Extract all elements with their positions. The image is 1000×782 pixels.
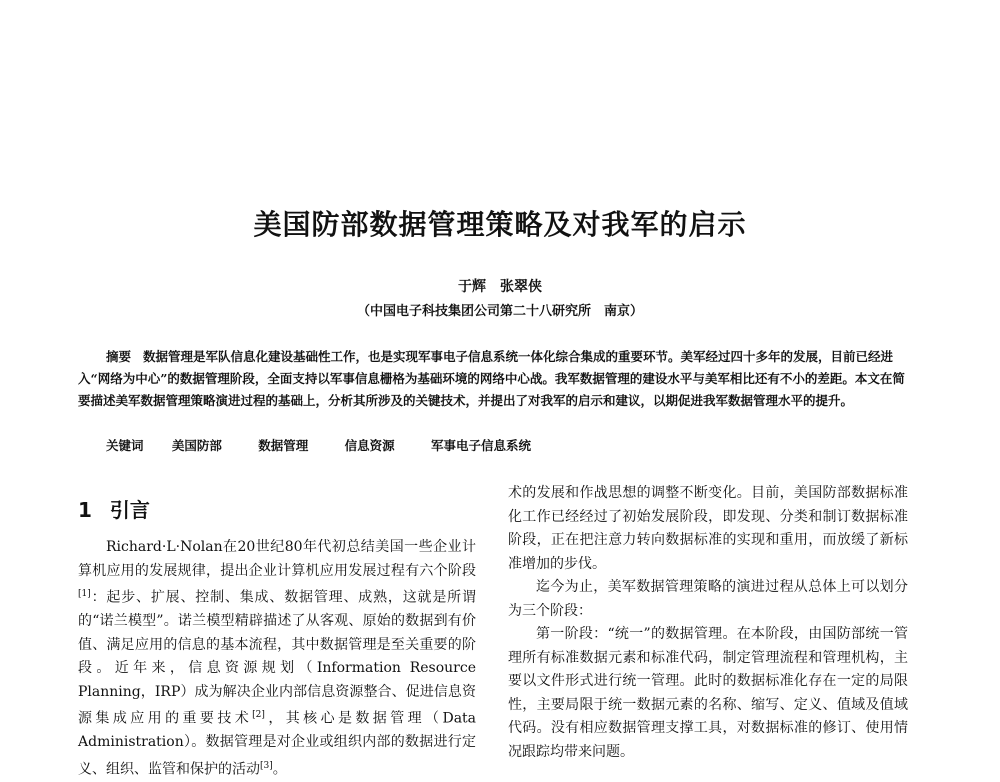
paper-title: 美国防部数据管理策略及对我军的启示 — [253, 208, 747, 241]
section-title: 引言 — [109, 498, 150, 522]
right-column — [508, 482, 908, 764]
paragraph: 第一阶段：“统一”的数据管理。在本阶段，由国防部统一管理所有标准数据元素和标准代码，制定管理流程和管理机构，主要以文件形式进行统一管理。此时的数据标准化存在一定的局限性，主要局限于统一数据元素的名称、缩写、定义、值域及值域代码。没有相应数据管理支撑工具，对数据标准的修订、使用情况跟踪均带来问题。 — [508, 626, 908, 760]
keywords-label: 关键词 — [106, 438, 144, 453]
keyword: 美国防部 — [171, 438, 222, 453]
abstract-label: 摘要 — [106, 349, 132, 364]
keyword: 信息资源 — [344, 438, 395, 453]
section-number: 1 — [78, 498, 92, 522]
abstract-text: 数据管理是军队信息化建设基础性工作，也是实现军事电子信息系统一体化综合集成的重要环节。美军经过四十多年的发展，目前已经进入“网络为中心”的数据管理阶段，全面支持以军事信息栅格为基础环境的网络中心战。我军数据管理的建设水平与美军相比还有不小的差距。本文在简要描述美军数据管理策略演进过程的基础上，分析其所涉及的关键技术，并提出了对我军的启示和建议，以期促进我军数据管理水平的提升。 — [78, 349, 905, 408]
abstract — [78, 346, 908, 412]
keyword: 数据管理 — [258, 438, 309, 453]
paragraph: 术的发展和作战思想的调整不断变化。目前，美国防部数据标准化工作已经经过了初始发展阶段，即发现、分类和制订数据标准阶段，正在把注意力转向数据标准的实现和重用，而放缓了新标准增加的步伐。 — [508, 485, 908, 572]
citation-ref[interactable]: [3] — [260, 760, 273, 771]
intro-paragraph — [78, 536, 476, 782]
authors: 于辉 张翠侠 — [458, 279, 542, 295]
affiliation: （中国电子科技集团公司第二十八研究所 南京） — [356, 304, 643, 319]
intro-text: 。 — [272, 761, 287, 778]
paragraph: 迄今为止，美军数据管理策略的演进过程从总体上可以划分为三个阶段： — [508, 579, 908, 619]
citation-ref[interactable]: [2] — [252, 710, 265, 721]
citation-ref[interactable]: [1] — [78, 589, 91, 599]
intro-text: Richard·L·Nolan在20世纪80年代初总结美国一些企业计算机应用的发展规律，提出企业计算机应用发展过程有六个阶段 — [78, 539, 476, 579]
keyword: 军事电子信息系统 — [431, 438, 532, 453]
section-heading — [78, 494, 150, 523]
intro-text: ，其核心是数据管理（Data Administration）。数据管理是对企业或组织内部的数据进行定义、组织、监管和保护的活动 — [78, 710, 477, 778]
intro-text: ：起步、扩展、控制、集成、数据管理、成熟，这就是所谓的“诺兰模型”。诺兰模型精辟描述了从客观、原始的数据到有价值、满足应用的信息的基本流程，其中数据管理是至关重要的阶段。近年来，信息资源规划（Information Resource Planning，IRP）成为解决企业内部信息资源整合、促进信息资源集成应用的重要技术 — [78, 589, 476, 727]
keywords — [106, 436, 906, 454]
